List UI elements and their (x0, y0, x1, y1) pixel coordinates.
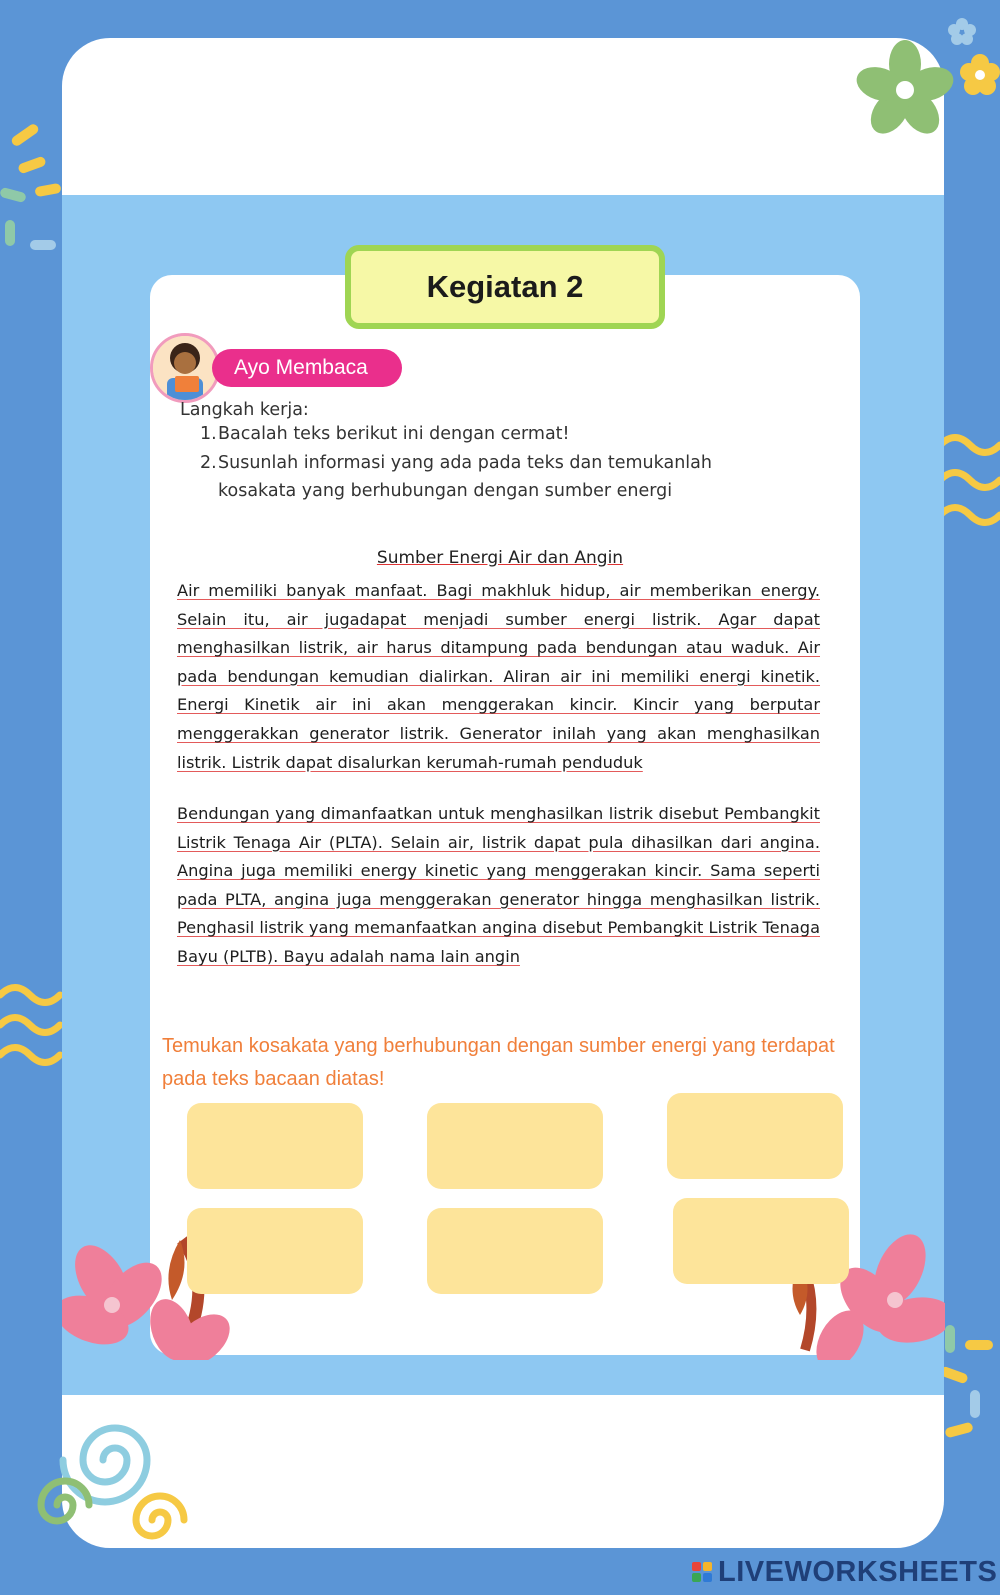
step-number: 2. (200, 453, 217, 473)
answer-box-6[interactable] (673, 1198, 849, 1284)
child-reading-icon (153, 336, 217, 400)
step-item-1 (200, 420, 815, 448)
reading-child-avatar (150, 333, 220, 403)
steps-heading: Langkah kerja: (180, 400, 309, 420)
step-item-2 (200, 449, 815, 505)
answer-box-3[interactable] (667, 1093, 843, 1179)
answer-box-4[interactable] (187, 1208, 363, 1294)
brand-name: LIVEWORKSHEETS (718, 1555, 998, 1588)
reading-title: Sumber Energi Air dan Angin (376, 548, 624, 568)
answer-box-5[interactable] (427, 1208, 603, 1294)
liveworksheets-logo-icon (692, 1562, 712, 1582)
wave-left-decoration (0, 980, 70, 1070)
reading-paragraph-2: Bendungan yang dimanfaatkan untuk menghasilkan listrik disebut Pembangkit Listrik Tenaga Air (PLTA). Selain air, listrik dapat pula dihasilkan dari angina. Angina juga memiliki energy kinetic yang menggerakan kincir. Sama seperti pada PLTA, angina juga menggerakan generator hingga menghasilkan listrik. Penghasil listrik yang memanfaatkan angina disebut Pembangkit Listrik Tenaga Bayu (PLTB). Bayu adalah nama lain angin (177, 804, 820, 966)
step-text-line2: kosakata yang berhubungan dengan sumber energi (218, 481, 673, 501)
step-text-line1: Susunlah informasi yang ada pada teks dan temukanlah (218, 453, 712, 473)
flower-top-right-icon (850, 10, 1000, 140)
ayo-membaca-badge: Ayo Membaca (212, 349, 402, 387)
confetti-left-decoration (0, 120, 70, 270)
wave-right-decoration (935, 430, 1000, 530)
question-prompt: Temukan kosakata yang berhubungan dengan sumber energi yang terdapat pada teks bacaan diatas! (162, 1035, 835, 1090)
liveworksheets-logo[interactable] (692, 1555, 997, 1589)
swirl-bottom-left-icon (20, 1415, 190, 1565)
page-title: Kegiatan 2 (345, 245, 665, 329)
answer-box-1[interactable] (187, 1103, 363, 1189)
step-number: 1. (200, 424, 217, 444)
answer-box-2[interactable] (427, 1103, 603, 1189)
reading-paragraph-1: Air memiliki banyak manfaat. Bagi makhluk hidup, air memberikan energy. Selain itu, air jugadapat menjadi sumber energi listrik. Agar dapat menghasilkan listrik, air harus ditampung pada bendungan atau waduk. Air pada bendungan kemudian dialirkan. Aliran air ini memiliki energi kinetik. Energi Kinetik air ini akan menggerakan kincir. Kincir yang berputar menggerakkan generator listrik. Generator inilah yang akan menghasilkan listrik. Listrik dapat disalurkan kerumah-rumah penduduk (177, 581, 820, 772)
step-text: Bacalah teks berikut ini dengan cermat! (218, 424, 570, 444)
